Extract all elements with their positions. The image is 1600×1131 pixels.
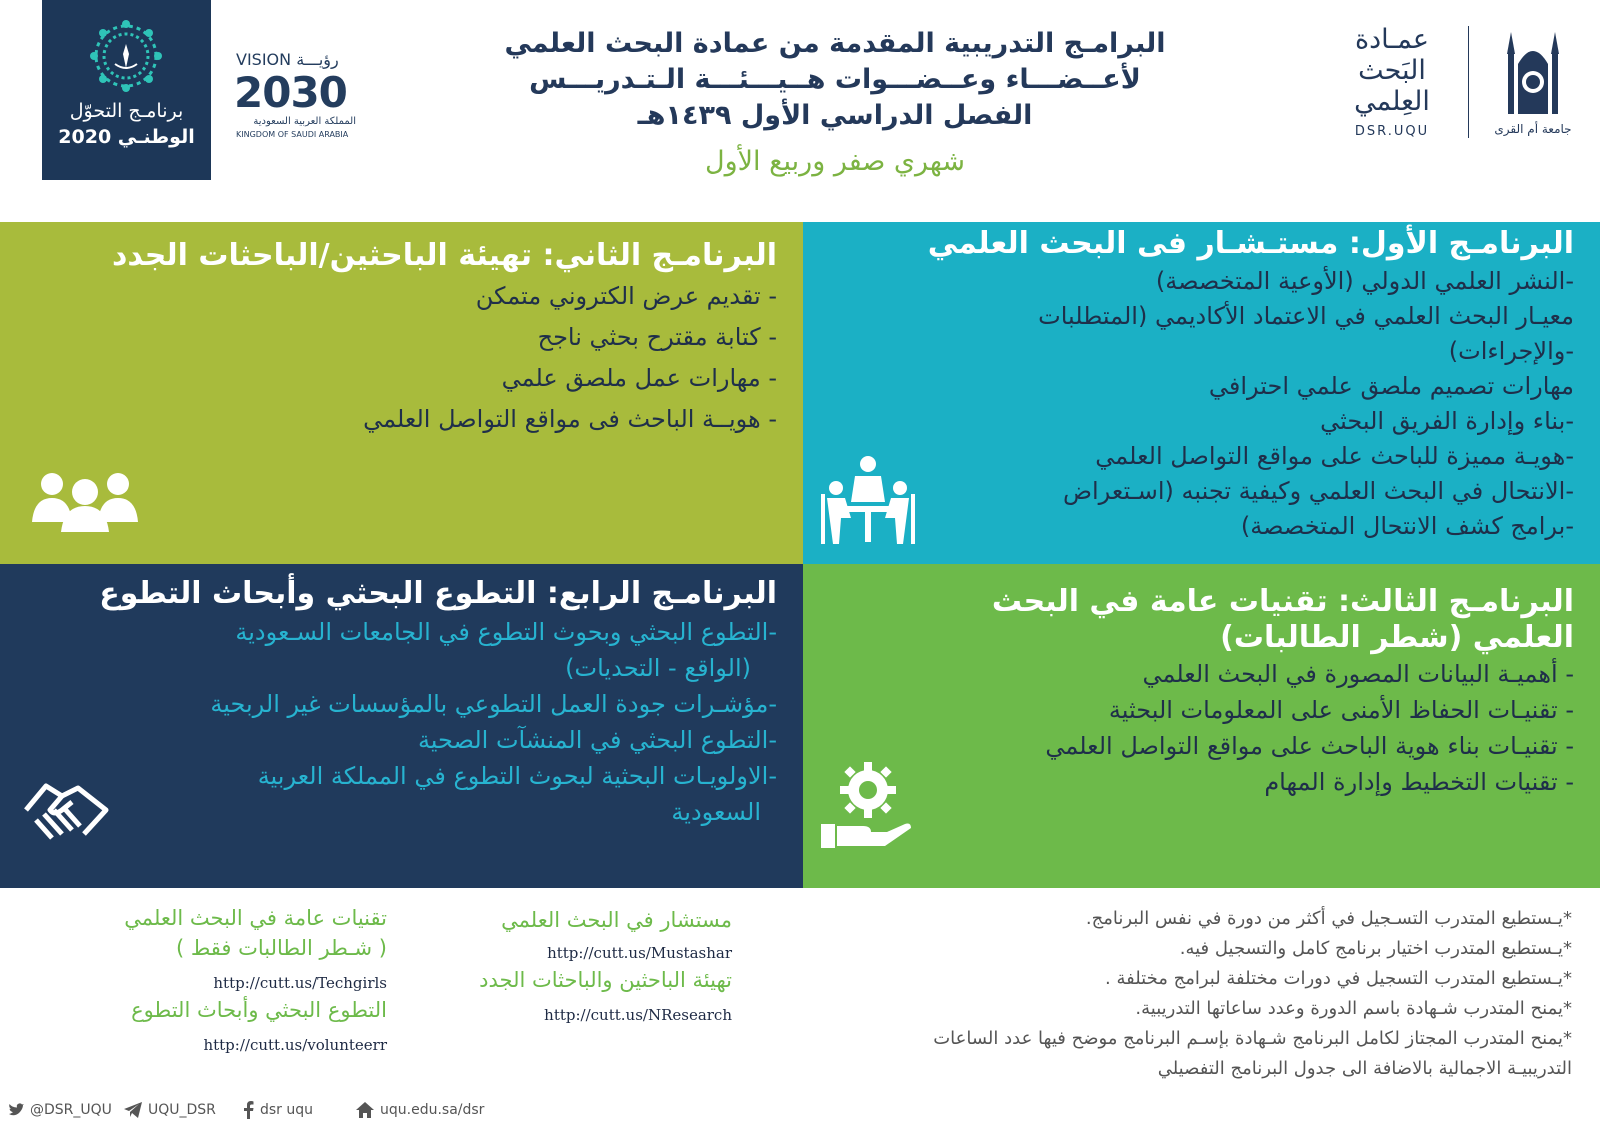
handshake-icon [22, 780, 110, 854]
program-3-list [814, 656, 1574, 800]
dsr-logo [1354, 20, 1590, 150]
program-1-list [814, 264, 1574, 544]
page-title-line3: الفصل الدراسي الأول ١٤٣٩هـ [637, 100, 1033, 131]
program-3-panel [803, 564, 1600, 888]
social-twitter[interactable] [8, 1096, 112, 1124]
telegram-icon [124, 1102, 142, 1118]
note-item: التدريبيـة الاجمالية بالاضافة الى جدول البرنامج التفصيلي [1157, 1058, 1572, 1079]
group-icon [30, 470, 140, 532]
program-4-item: -التطوع البحثي وبحوث التطوع في الجامعات السـعودية [235, 618, 777, 646]
national-transformation-line2: الوطنـي 2020 [58, 126, 195, 148]
program-4-item: السعودية [671, 798, 761, 826]
program-2-item: - هويــة الباحث فى مواقع التواصل العلمي [363, 405, 777, 433]
facebook-handle: dsr uqu [260, 1102, 314, 1118]
program-1-item: -هويـة مميزة للباحث على مواقع التواصل العلمي [1095, 442, 1574, 470]
program-4-item: -التطوع البحثي في المنشآت الصحية [417, 726, 777, 754]
program-1-item: -الانتحال في البحث العلمي وكيفية تجنبه (اسـتعراض [1062, 477, 1574, 505]
link-volunteer-url[interactable]: http://cutt.us/volunteerr [203, 1036, 387, 1054]
social-telegram[interactable] [124, 1096, 216, 1124]
program-4-title: البرنامـج الرابع: التطوع البحثي وأبحاث التطوع [99, 576, 777, 611]
vision-year: 2030 [234, 68, 347, 117]
vision-label: VISION رؤيـــة [236, 50, 339, 69]
star-emblem-icon [88, 18, 164, 94]
national-transformation-logo [42, 0, 211, 180]
logo-divider [1468, 26, 1469, 138]
page-title-line1: البرامـج التدريبية المقدمة من عمادة البحث العلمي [504, 28, 1166, 59]
note-item: *يـستطيع المتدرب التسجيل في دورات مختلفة لبرامج مختلفة . [1105, 968, 1572, 989]
dsr-line2: البَحث [1358, 55, 1426, 86]
program-4-list [17, 614, 777, 830]
program-4-item: (الواقع - التحديات) [565, 654, 751, 682]
program-3-item: - تقنيـات الحفاظ الأمنى على المعلومات البحثية [1108, 696, 1574, 724]
telegram-handle: UQU_DSR [148, 1102, 216, 1118]
program-1-item: -النشر العلمي الدولي (الأوعية المتخصصة) [1155, 267, 1574, 295]
program-3-item: - أهميـة البيانات المصورة في البحث العلمي [1142, 660, 1574, 688]
gear-hand-icon [819, 760, 913, 852]
program-1-item: معيـار البحث العلمي في الاعتماد الأكاديمي (المتطلبات [1038, 302, 1574, 330]
vision-kingdom-ar: المملكة العربية السعودية [253, 116, 356, 127]
program-2-panel [0, 222, 803, 564]
link-volunteer-title: التطوع البحثي وأبحاث التطوع [131, 998, 387, 1022]
link-techgirls-title: تقنيات عامة في البحث العلمي [124, 906, 387, 930]
program-3-title: البرنامـج الثالث: تقنيات عامة في البحث العلمي (شطر الطالبات) [991, 584, 1574, 655]
notes-list [782, 904, 1572, 1084]
link-techgirls-url[interactable]: http://cutt.us/Techgirls [213, 974, 387, 992]
program-4-panel [0, 564, 803, 888]
dsr-logo-text [1346, 24, 1438, 117]
program-1-item: -بناء وإدارة الفريق البحثي [1320, 407, 1574, 435]
home-icon [356, 1102, 374, 1118]
website-url: uqu.edu.sa/dsr [380, 1102, 485, 1118]
program-1-panel [803, 222, 1600, 564]
program-2-item: - مهارات عمل ملصق علمي [501, 364, 777, 392]
page-subtitle: شهري صفر وربيع الأول [705, 146, 965, 177]
program-3-item: - تقنيـات بناء هوية الباحث على مواقع التواصل العلمي [1045, 732, 1574, 760]
program-4-item: -الاولويـات البحثية لبحوث التطوع في المملكة العربية [257, 762, 777, 790]
dsr-line3: العِلمي [1354, 86, 1430, 117]
note-item: *يـستطيع المتدرب اختيار برنامج كامل والتسجيل فيه. [1179, 938, 1572, 959]
program-1-item: -والإجراءات) [1448, 337, 1574, 365]
university-emblem-icon [1502, 24, 1564, 120]
note-item: *يـستطيع المتدرب التسـجيل في أكثر من دورة في نفس البرنامج. [1085, 908, 1572, 929]
link-nresearch-url[interactable]: http://cutt.us/NResearch [544, 1006, 732, 1024]
dsr-english: DSR.UQU [1354, 124, 1430, 139]
meeting-icon [819, 454, 917, 548]
note-item: *يمنح المتدرب شـهادة باسم الدورة وعدد ساعاتها التدريبية. [1135, 998, 1572, 1019]
program-3-item: - تقنيات التخطيط وإدارة المهام [1264, 768, 1574, 796]
program-2-title: البرنامـج الثاني: تهيئة الباحثين/الباحثات الجدد [112, 238, 777, 273]
social-website[interactable] [356, 1096, 484, 1124]
dsr-line1: عمـادة [1354, 24, 1430, 55]
program-2-item: - تقديم عرض الكتروني متمكن [475, 282, 777, 310]
university-name: جامعة أم القرى [1494, 122, 1572, 136]
link-techgirls-subtitle: ( شـطر الطالبات فقط ) [175, 936, 387, 960]
social-bar [8, 1096, 508, 1124]
vision-2030-logo [232, 46, 372, 146]
national-transformation-line1: برنامـج التحوّل [69, 100, 184, 122]
facebook-icon [244, 1101, 254, 1119]
program-1-item: -برامج كشف الانتحال المتخصصة) [1240, 512, 1574, 540]
program-2-item: - كتابة مقترح بحثي ناجح [537, 323, 777, 351]
vision-kingdom-en: KINGDOM OF SAUDI ARABIA [236, 130, 349, 139]
program-1-title: البرنامـج الأول: مستـشـار فى البحث العلمي [927, 226, 1574, 261]
twitter-icon [8, 1103, 24, 1117]
social-facebook[interactable] [244, 1096, 313, 1124]
program-4-item: -مؤشـرات جودة العمل التطوعي بالمؤسسات غير الربحية [210, 690, 777, 718]
link-mustashar-url[interactable]: http://cutt.us/Mustashar [547, 944, 732, 962]
page-title-line2: لأعــضـــاء وعــضـــوات هــيـــئـــة الـتـدريـــس [529, 64, 1141, 95]
note-item: *يمنح المتدرب المجتاز لكامل البرنامج شـهادة بإسـم البرنامج موضح فيها عدد الساعات [933, 1028, 1572, 1049]
twitter-handle: @DSR_UQU [30, 1102, 112, 1118]
program-2-list [17, 276, 777, 440]
program-1-item: مهارات تصميم ملصق علمي احترافي [1208, 372, 1574, 400]
link-mustashar-title: مستشار في البحث العلمي [501, 908, 732, 932]
link-nresearch-title: تهيئة الباحثين والباحثات الجدد [479, 968, 732, 992]
